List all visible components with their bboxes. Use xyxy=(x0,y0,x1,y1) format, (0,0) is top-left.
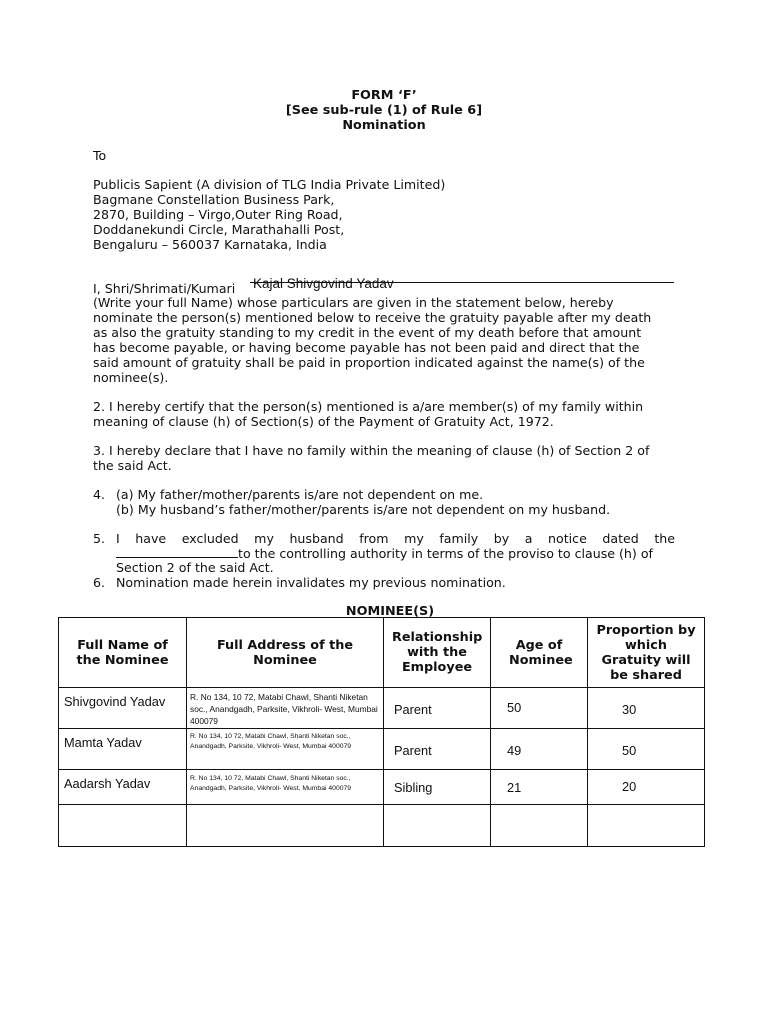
table-row-empty xyxy=(59,805,705,847)
item-4 xyxy=(93,487,483,502)
nominee-relationship-cell[interactable] xyxy=(384,805,491,847)
nominee-name-cell[interactable] xyxy=(59,805,187,847)
nominee-proportion-cell[interactable] xyxy=(588,729,705,770)
col-header-address-text: Full Address of the Nominee xyxy=(216,637,354,668)
name-prefix: I, Shri/Shrimati/Kumari xyxy=(93,281,236,296)
col-header-age xyxy=(491,618,588,688)
nominee-name-cell[interactable] xyxy=(59,729,187,770)
nominee-relationship: Sibling xyxy=(394,780,433,795)
address-line: 2870, Building – Virgo,Outer Ring Road, xyxy=(93,207,343,222)
table-header-row xyxy=(59,618,705,688)
nominee-proportion: 50 xyxy=(622,743,637,758)
nominee-relationship-cell[interactable] xyxy=(384,729,491,770)
nominee-address: R. No 134, 10 72, Matabi Chawl, Shanti Niketan soc., Anandgadh, Parksite, Vikhroli- West, Mumbai 400079 xyxy=(190,692,378,726)
para1-line: (Write your full Name) whose particulars are given in the statement below, hereby xyxy=(93,295,614,310)
form-title: FORM ‘F’ xyxy=(351,88,417,103)
nominee-proportion: 30 xyxy=(622,702,637,717)
item-4b-text: (b) My husband’s father/mother/parents is/are not dependent on my husband. xyxy=(116,502,611,517)
nominee-relationship: Parent xyxy=(394,702,432,717)
item-6-number: 6. xyxy=(93,575,106,590)
nominee-proportion-cell[interactable] xyxy=(588,805,705,847)
table-row xyxy=(59,729,705,770)
nominee-age: 49 xyxy=(507,743,522,758)
nominee-name: Mamta Yadav xyxy=(64,735,142,750)
item-5 xyxy=(93,531,116,546)
nominee-name: Shivgovind Yadav xyxy=(64,694,166,709)
item-4a-text: (a) My father/mother/parents is/are not dependent on me. xyxy=(116,487,484,502)
nominee-name: Aadarsh Yadav xyxy=(64,776,151,791)
para2-line: meaning of clause (h) of Section(s) of the Payment of Gratuity Act, 1972. xyxy=(93,414,554,429)
nominee-relationship-cell[interactable] xyxy=(384,770,491,805)
item-5-line3: Section 2 of the said Act. xyxy=(116,560,274,575)
table-row xyxy=(59,688,705,729)
nominees-title: NOMINEE(S) xyxy=(345,604,435,619)
nominee-address: R. No 134, 10 72, Matabi Chawl, Shanti Niketan soc., Anandgadh, Parksite, Vikhroli- West, Mumbai 400079 xyxy=(190,775,352,792)
col-header-proportion-text: Proportion by which Gratuity will be shared xyxy=(596,622,696,683)
nominee-age-cell[interactable] xyxy=(491,770,588,805)
nominee-name-cell[interactable] xyxy=(59,770,187,805)
para1-line: said amount of gratuity shall be paid in proportion indicated against the name(s) of the xyxy=(93,355,645,370)
nominee-age: 50 xyxy=(507,700,522,715)
nominee-age-cell[interactable] xyxy=(491,688,588,729)
nominee-address-cell[interactable] xyxy=(187,770,384,805)
rule-reference: [See sub-rule (1) of Rule 6] xyxy=(285,103,483,118)
nominee-address-cell[interactable] xyxy=(187,729,384,770)
nominee-relationship-cell[interactable] xyxy=(384,688,491,729)
para1-line: as also the gratuity standing to my credit in the event of my death before that amount xyxy=(93,325,642,340)
col-header-proportion xyxy=(588,618,705,688)
nominee-proportion: 20 xyxy=(622,779,637,794)
form-subtitle: Nomination xyxy=(342,118,426,133)
address-line: Doddanekundi Circle, Marathahalli Post, xyxy=(93,222,345,237)
nominee-age: 21 xyxy=(507,780,522,795)
address-line: Publicis Sapient (A division of TLG India Private Limited) xyxy=(93,177,446,192)
col-header-address xyxy=(187,618,384,688)
nominee-address-cell[interactable] xyxy=(187,688,384,729)
col-header-age-text: Age of Nominee xyxy=(509,637,573,668)
nominee-proportion-cell[interactable] xyxy=(588,688,705,729)
col-header-relationship xyxy=(384,618,491,688)
para3-line: 3. I hereby declare that I have no family within the meaning of clause (h) of Section 2 of xyxy=(93,443,650,458)
item-5-line1: I have excluded my husband from my family by a notice dated the xyxy=(116,531,675,546)
nominees-table xyxy=(58,617,705,847)
notice-date-blank[interactable] xyxy=(116,546,238,558)
para1-line: nominate the person(s) mentioned below to receive the gratuity payable after my death xyxy=(93,310,652,325)
nominee-relationship: Parent xyxy=(394,743,432,758)
item-5-line2-text: to the controlling authority in terms of the proviso to clause (h) of xyxy=(238,546,653,561)
col-header-name-text: Full Name of the Nominee xyxy=(76,637,169,668)
para2-line: 2. I hereby certify that the person(s) mentioned is a/are member(s) of my family within xyxy=(93,399,644,414)
nominee-name-cell[interactable] xyxy=(59,688,187,729)
para1-line: has become payable, or having become payable has not been paid and direct that the xyxy=(93,340,640,355)
item-6-text: Nomination made herein invalidates my previous nomination. xyxy=(116,575,506,590)
para1-line: nominee(s). xyxy=(93,370,169,385)
item-5-line2 xyxy=(116,546,653,561)
address-line: Bengaluru – 560037 Karnataka, India xyxy=(93,237,327,252)
address-line: Bagmane Constellation Business Park, xyxy=(93,192,335,207)
col-header-name xyxy=(59,618,187,688)
nominee-age-cell[interactable] xyxy=(491,729,588,770)
employee-name-field[interactable]: Kajal Shivgovind Yadav xyxy=(253,276,394,291)
table-row xyxy=(59,770,705,805)
nominee-address: R. No 134, 10 72, Matabi Chawl, Shanti Niketan soc., Anandgadh, Parksite, Vikhroli- West, Mumbai 400079 xyxy=(190,733,352,750)
nominee-proportion-cell[interactable] xyxy=(588,770,705,805)
item-6 xyxy=(93,575,506,590)
to-label: To xyxy=(93,148,107,163)
nominee-address-cell[interactable] xyxy=(187,805,384,847)
nominee-age-cell[interactable] xyxy=(491,805,588,847)
para3-line: the said Act. xyxy=(93,458,172,473)
item-4-number: 4. xyxy=(93,487,106,502)
item-5-number: 5. xyxy=(93,531,106,546)
col-header-relationship-text: Relationship with the Employee xyxy=(392,630,483,675)
